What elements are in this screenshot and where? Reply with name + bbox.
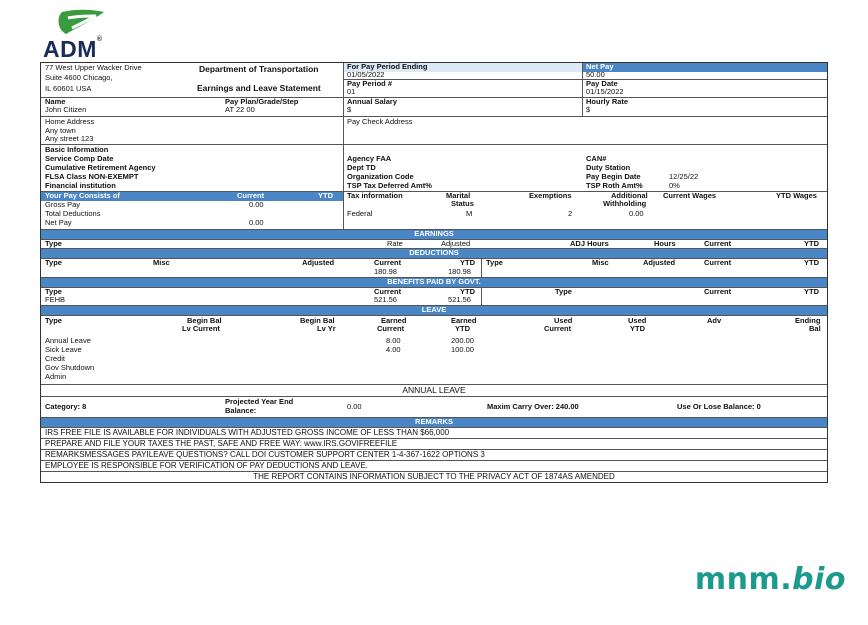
pay-period-num-label: Pay Period # xyxy=(347,79,393,88)
service-comp-date: Service Comp Date xyxy=(45,154,114,163)
benefits-fehb-ytd: 521.56 xyxy=(448,295,471,304)
earnings-adj-hours: ADJ Hours xyxy=(570,239,609,248)
marital-label: Marital xyxy=(446,191,471,200)
leave-earned: Earned xyxy=(381,316,407,325)
privacy-notice: THE REPORT CONTAINS INFORMATION SUBJECT TO THE PRIVACY ACT OF 1874AS AMENDED xyxy=(253,472,615,481)
basic-info-row xyxy=(41,145,827,192)
leave-lv-yr: Lv Yr xyxy=(317,324,336,333)
pay-period-ending-label: For Pay Period Ending xyxy=(347,62,428,71)
mnm-bio-watermark: mnm.bio xyxy=(694,562,846,597)
deductions-type-2: Type xyxy=(486,258,503,267)
header-row xyxy=(41,63,827,98)
leave-begin-bal: Begin Bal xyxy=(187,316,222,325)
remarks-line-4: EMPLOYEE IS RESPONSIBLE FOR VERIFICATION OF PAY DEDUCTIONS AND LEAVE. xyxy=(45,461,368,470)
leave-annual-current: 8.00 xyxy=(386,336,401,345)
deductions-current-2: Current xyxy=(704,258,732,267)
statement-title: Earnings and Leave Statement xyxy=(197,83,321,93)
deductions-adjusted-2: Adjusted xyxy=(643,258,676,267)
pay-date-label: Pay Date xyxy=(586,79,618,88)
federal-additional: 0.00 xyxy=(629,209,644,218)
gross-pay-label: Gross Pay xyxy=(45,200,81,209)
leave-annual: Annual Leave xyxy=(45,336,91,345)
deductions-current: Current xyxy=(374,258,402,267)
employer-address-2: Suite 4600 Chicago, xyxy=(45,73,113,82)
pay-begin-date-value: 12/25/22 xyxy=(669,172,699,181)
status-label: Status xyxy=(451,199,474,208)
department-name: Department of Transportation xyxy=(199,64,319,74)
benefits-type-2: Type xyxy=(555,287,572,296)
annual-leave-header xyxy=(41,385,827,397)
agency: Agency FAA xyxy=(347,154,392,163)
annual-projected-2: Balance: xyxy=(225,406,257,415)
leave-earned-ytd: YTD xyxy=(455,324,470,333)
annual-projected-value: 0.00 xyxy=(347,402,362,411)
annual-category: Category: 8 xyxy=(45,402,87,411)
earnings-type: Type xyxy=(45,239,62,248)
leave-sick-current: 4.00 xyxy=(386,345,401,354)
remarks-line-2: PREPARE AND FILE YOUR TAXES THE PAST, SAFE AND FREE WAY: www.IRS.GOVIFREEFILE xyxy=(45,439,398,448)
annual-projected-1: Projected Year End xyxy=(225,397,294,406)
annual-leave-body xyxy=(41,397,827,418)
home-address-line-2: Any street 123 xyxy=(45,134,94,143)
leave-body xyxy=(41,316,827,385)
pay-plan-value: AT 22 00 xyxy=(225,105,255,114)
deductions-ytd-2: YTD xyxy=(804,258,819,267)
annual-salary-label: Annual Salary xyxy=(347,97,398,106)
federal-label: Federal xyxy=(347,209,373,218)
benefits-title: BENEFITS PAID BY GOVT. xyxy=(387,277,481,286)
pay-check-address-label: Pay Check Address xyxy=(347,117,413,126)
leave-shutdown: Gov Shutdown xyxy=(45,363,95,372)
annual-carry-over: Maxim Carry Over: 240.00 xyxy=(487,402,579,411)
benefits-body xyxy=(41,288,827,306)
earnings-title: EARNINGS xyxy=(414,229,454,238)
net-pay-row-value: 0.00 xyxy=(249,218,264,227)
tsp-roth-value: 0% xyxy=(669,181,680,190)
employer-address-3: IL 60601 USA xyxy=(45,84,92,93)
pay-period-num-value: 01 xyxy=(347,87,356,96)
home-address-line-1: Any town xyxy=(45,126,76,135)
earnings-ytd: YTD xyxy=(804,239,819,248)
leave-credit: Credit xyxy=(45,354,66,363)
pay-date-value: 01/15/2022 xyxy=(586,87,624,96)
leave-type: Type xyxy=(45,316,62,325)
leave-adv: Adv xyxy=(707,316,722,325)
leave-used-2: Used xyxy=(628,316,647,325)
benefits-type: Type xyxy=(45,287,62,296)
annual-use-or-lose: Use Or Lose Balance: 0 xyxy=(677,402,761,411)
benefits-current-2: Current xyxy=(704,287,732,296)
exemptions-label: Exemptions xyxy=(529,191,572,200)
leave-lv-current: Lv Current xyxy=(182,324,220,333)
leave-bal: Bal xyxy=(809,324,821,333)
remarks-line-1-row xyxy=(41,428,827,439)
remarks-line-4-row xyxy=(41,461,827,472)
pay-begin-date-label: Pay Begin Date xyxy=(586,172,641,181)
current-wages-label: Current Wages xyxy=(663,191,717,200)
annual-salary-value: $ xyxy=(347,105,352,114)
hourly-rate-value: $ xyxy=(586,105,591,114)
leave-sick: Sick Leave xyxy=(45,345,82,354)
deductions-type: Type xyxy=(45,258,62,267)
dept: Dept TD xyxy=(347,163,376,172)
leave-sick-ytd: 100.00 xyxy=(451,345,474,354)
adm-logo: ADM® xyxy=(43,36,103,62)
deductions-ytd: YTD xyxy=(460,258,475,267)
deductions-current-value: 180.98 xyxy=(374,267,397,276)
deductions-body xyxy=(41,259,827,278)
earnings-rate: Rate xyxy=(387,239,403,248)
additional-label: Additional xyxy=(611,191,648,200)
privacy-row xyxy=(41,472,827,482)
leave-header xyxy=(41,306,827,316)
tax-info-label: Tax information xyxy=(347,191,403,200)
pay-period-ending-value: 01/05/2022 xyxy=(347,70,385,79)
name-value: John Citizen xyxy=(45,105,87,114)
benefits-current: Current xyxy=(374,287,402,296)
benefits-fehb-current: 521.56 xyxy=(374,295,397,304)
hourly-rate-label: Hourly Rate xyxy=(586,97,629,106)
annual-leave-title: ANNUAL LEAVE xyxy=(402,385,466,395)
leave-used: Used xyxy=(554,316,573,325)
net-pay-label: Net Pay xyxy=(586,62,614,71)
leave-admin: Admin xyxy=(45,372,67,381)
tsp-tax-deferred: TSP Tax Deferred Amt% xyxy=(347,181,432,190)
name-label: Name xyxy=(45,97,66,106)
total-deductions-label: Total Deductions xyxy=(45,209,101,218)
earnings-current: Current xyxy=(704,239,732,248)
financial-institution: Financial institution xyxy=(45,181,116,190)
remarks-line-3: REMARKSMESSAGES PAYILEAVE QUESTIONS? CALL DOI CUSTOMER SUPPORT CENTER 1-4-367-1622 OPTIONS 3 xyxy=(45,450,485,459)
pay-tax-row xyxy=(41,192,827,230)
leave-annual-ytd: 200.00 xyxy=(451,336,474,345)
benefits-fehb: FEHB xyxy=(45,295,66,304)
deductions-misc: Misc xyxy=(153,258,170,267)
can-number: CAN# xyxy=(586,154,607,163)
duty-station: Duty Station xyxy=(586,163,631,172)
leave-used-current: Current xyxy=(544,324,572,333)
leave-earned-2: Earned xyxy=(451,316,477,325)
leave-used-ytd: YTD xyxy=(630,324,645,333)
organization-code: Organization Code xyxy=(347,172,414,181)
earnings-leave-statement xyxy=(40,62,828,483)
pay-current-header: Current xyxy=(237,191,265,200)
leave-earned-current: Current xyxy=(377,324,405,333)
deductions-title: DEDUCTIONS xyxy=(409,248,459,257)
pay-plan-label: Pay Plan/Grade/Step xyxy=(225,97,299,106)
flsa-class: FLSA Class NON-EXEMPT xyxy=(45,172,139,181)
employee-row xyxy=(41,98,827,117)
remarks-line-3-row xyxy=(41,450,827,461)
gross-pay-value: 0.00 xyxy=(249,200,264,209)
remarks-line-1: IRS FREE FILE IS AVAILABLE FOR INDIVIDUALS WITH ADJUSTED GROSS INCOME OF LESS THAN $66,000 xyxy=(45,428,450,437)
remarks-line-2-row xyxy=(41,439,827,450)
leave-ending: Ending xyxy=(795,316,821,325)
employer-address-1: 77 West Upper Wacker Drive xyxy=(45,63,142,72)
net-pay-value: 50.00 xyxy=(586,70,605,79)
earnings-adjusted: Adjusted xyxy=(441,239,471,248)
pay-ytd-header: YTD xyxy=(318,191,333,200)
remarks-header xyxy=(41,418,827,428)
leave-title: LEAVE xyxy=(421,305,447,314)
basic-info-title: Basic Information xyxy=(45,145,109,154)
federal-exemptions: 2 xyxy=(568,209,573,218)
earnings-hours: Hours xyxy=(654,239,676,248)
leave-begin-bal-2: Begin Bal xyxy=(300,316,335,325)
tsp-roth-label: TSP Roth Amt% xyxy=(586,181,643,190)
withholding-label: Withholding xyxy=(603,199,647,208)
benefits-ytd: YTD xyxy=(460,287,475,296)
address-row xyxy=(41,117,827,145)
federal-status: M xyxy=(466,209,473,218)
deductions-ytd-value: 180.98 xyxy=(448,267,471,276)
benefits-ytd-2: YTD xyxy=(804,287,819,296)
ytd-wages-label: YTD Wages xyxy=(776,191,817,200)
home-address-label: Home Address xyxy=(45,117,95,126)
deductions-misc-2: Misc xyxy=(592,258,609,267)
cumulative-retirement: Cumulative Retirement Agency xyxy=(45,163,156,172)
remarks-title: REMARKS xyxy=(415,417,453,426)
pay-consists-label: Your Pay Consists of xyxy=(45,191,120,200)
net-pay-row-label: Net Pay xyxy=(45,218,72,227)
deductions-adjusted: Adjusted xyxy=(302,258,335,267)
